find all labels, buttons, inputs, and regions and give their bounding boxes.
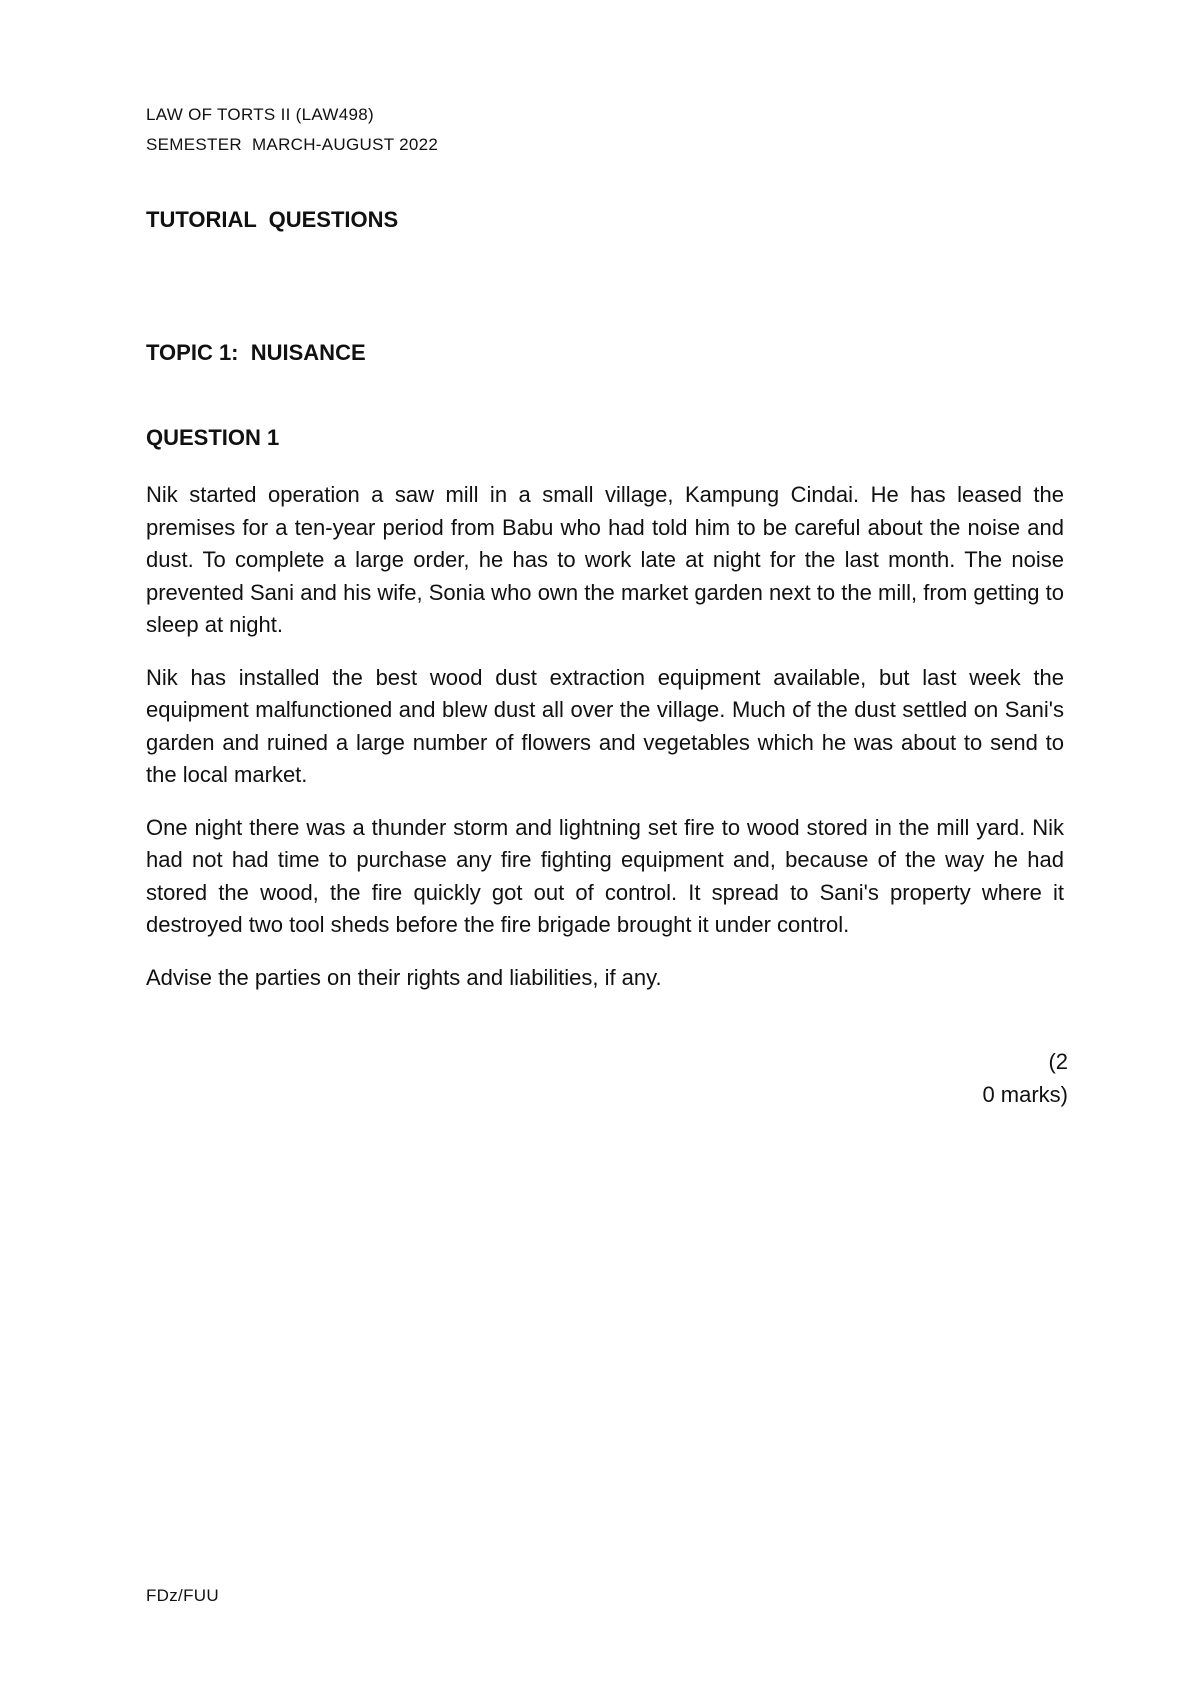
tutorial-title: TUTORIAL QUESTIONS <box>146 207 399 232</box>
marks-line-2: 0 marks) <box>982 1081 1068 1107</box>
course-title: LAW OF TORTS II (LAW498) <box>146 105 374 124</box>
question-heading: QUESTION 1 <box>146 425 280 450</box>
course-header <box>146 100 438 160</box>
question-paragraph-3: One night there was a thunder storm and lightning set fire to wood stored in the mill yard. Nik had not had time to purchase any fire fighting equipment and, because of the way he had stored the wood, the fire quickly got out of control. It spread to Sani's property where it destroyed two tool sheds before the fire brigade brought it under control. <box>146 814 1064 937</box>
footer-initials: FDz/FUU <box>146 1586 219 1605</box>
question-paragraph-2: Nik has installed the best wood dust extraction equipment available, but last week the equipment malfunctioned and blew dust all over the village. Much of the dust settled on Sani's garden and ruined a large number of flowers and vegetables which he was about to send to the local market. <box>146 664 1064 787</box>
topic-heading: TOPIC 1: NUISANCE <box>146 340 366 365</box>
semester-label: SEMESTER MARCH-AUGUST 2022 <box>146 135 439 154</box>
marks-allocation <box>982 1046 1068 1111</box>
question-body <box>146 479 1064 994</box>
question-paragraph-1: Nik started operation a saw mill in a small village, Kampung Cindai. He has leased the premises for a ten-year period from Babu who had told him to be careful about the noise and dust. To complete a large order, he has to work late at night for the last month. The noise prevented Sani and his wife, Sonia who own the market garden next to the mill, from getting to sleep at night. <box>146 482 1064 637</box>
question-instruction: Advise the parties on their rights and liabilities, if any. <box>146 964 662 990</box>
marks-line-1: (2 <box>1048 1049 1068 1074</box>
